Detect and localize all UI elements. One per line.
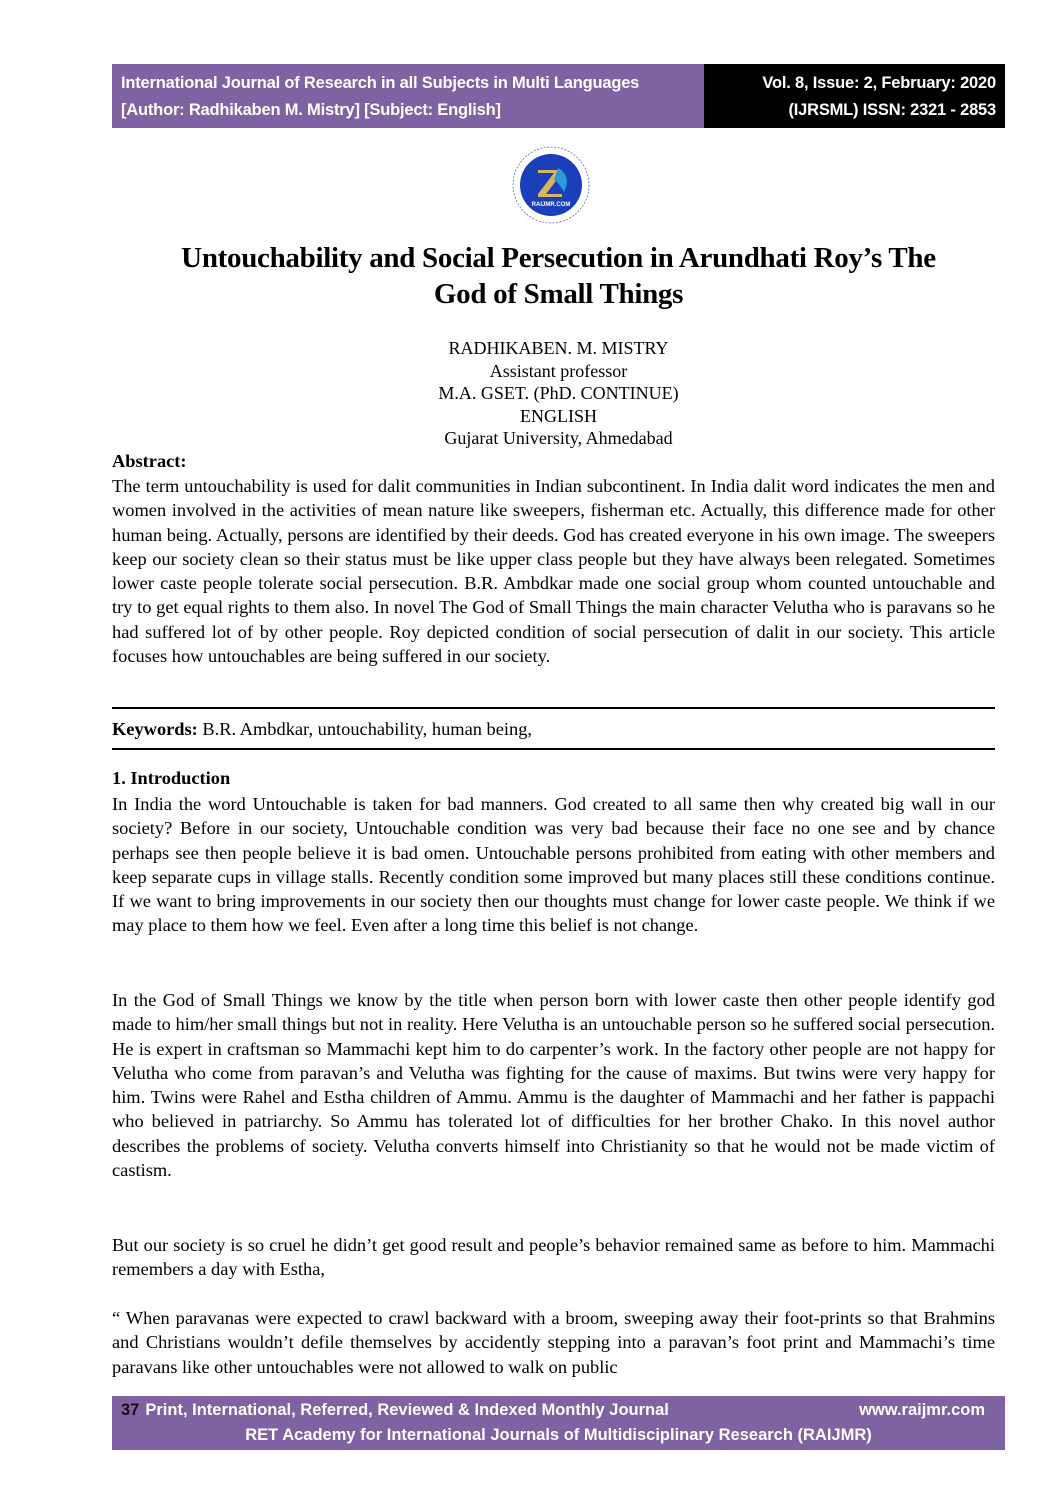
- author-qualification: M.A. GSET. (PhD. CONTINUE): [438, 383, 679, 403]
- author-block: [112, 337, 1005, 450]
- keywords-text: B.R. Ambdkar, untouchability, human being,: [197, 719, 532, 739]
- journal-header: [112, 64, 1005, 128]
- author-department: ENGLISH: [520, 405, 597, 426]
- footer-publisher: RET Academy for International Journals of Multidisciplinary Research (RAIJMR): [245, 1426, 872, 1444]
- journal-header-right: [704, 64, 1005, 128]
- intro-paragraph-1: In India the word Untouchable is taken for bad manners. God created to all same then why created big wall in our society? Before in our society, Untouchable condition was very bad because their face no one see and by chance perhaps see then people believe it is bad omen. Untouchable persons prohibited from eating with other members and keep separate cups in village stalls. Recently condition some improved but many places still these conditions continue. If we want to bring improvements in our society then our thoughts must change for lower caste people. We think if we may place to them how we feel. Even after a long time this belief is not change.: [112, 794, 995, 936]
- journal-name: International Journal of Research in all Subjects in Multi Languages: [121, 74, 640, 92]
- footer-website-link[interactable]: www.raijmr.com: [859, 1401, 985, 1419]
- page-number: 37: [121, 1401, 140, 1419]
- author-affiliation: Gujarat University, Ahmedabad: [444, 428, 673, 448]
- raijmr-logo-icon: [506, 140, 596, 230]
- intro-quote: “ When paravanas were expected to crawl backward with a broom, sweeping away their foot-prints so that Brahmins and Christians wouldn’t defile themselves by accidently stepping into a paravan’s foot print and Mammachi’s time paravans like other untouchables were not allowed to walk on public: [112, 1308, 995, 1377]
- keywords: [112, 719, 532, 740]
- introduction-heading: 1. Introduction: [112, 768, 231, 788]
- intro-paragraph-3: But our society is so cruel he didn’t get good result and people’s behavior remained same as before to him. Mammachi remembers a day with Estha,: [112, 1235, 995, 1280]
- author-position: Assistant professor: [489, 360, 628, 381]
- abstract-heading: Abstract:: [112, 451, 187, 471]
- keywords-label: Keywords:: [112, 719, 198, 739]
- title-line-1: Untouchability and Social Persecution in Arundhati Roy’s The: [181, 242, 936, 274]
- journal-footer: [112, 1396, 1005, 1450]
- volume-issue: Vol. 8, Issue: 2, February: 2020: [762, 74, 996, 92]
- footer-description: Print, International, Referred, Reviewed & Indexed Monthly Journal: [145, 1401, 669, 1419]
- divider-bottom: [112, 748, 995, 750]
- footer-description-wrap: [121, 1398, 669, 1423]
- title-line-2: God of Small Things: [433, 278, 684, 310]
- issn: (IJRSML) ISSN: 2321 - 2853: [788, 101, 996, 119]
- author-subject: [Author: Radhikaben M. Mistry] [Subject: English]: [121, 101, 501, 119]
- svg-text:RAIJMR.COM: RAIJMR.COM: [531, 202, 571, 208]
- intro-paragraph-2: In the God of Small Things we know by the title when person born with lower caste then other people identify god made to him/her small things but not in reality. Here Velutha is an untouchable person so he suffered social persecution. He is expert in craftsman so Mammachi kept him to do carpenter’s work. In the factory other people are not happy for Velutha who come from paravan’s and Velutha was fighting for the cause of maxims. But twins were very happy for him. Twins were Rahel and Estha children of Ammu. Ammu is the daughter of Mammachi and her father is pappachi who believed in patriarchy. So Ammu has tolerated lot of difficulties for her brother Chako. In this novel author describes the problems of society. Velutha converts himself into Christianity so that he would not be made victim of castism.: [112, 990, 995, 1181]
- paper-title: [112, 240, 1005, 312]
- divider-top: [112, 707, 995, 709]
- journal-header-left: [112, 64, 704, 128]
- author-name: RADHIKABEN. M. MISTRY: [448, 338, 669, 358]
- abstract-text: The term untouchability is used for dalit communities in Indian subcontinent. In India dalit word indicates the men and women involved in the activities of mean nature like sweepers, fisherman etc. Actually, this difference made for other human being. Actually, persons are identified by their deeds. God has created everyone in his own image. The sweepers keep our society clean so their status must be like upper class people but they have always been relegated. Sometimes lower caste people tolerate social persecution. B.R. Ambdkar made one social group whom counted untouchable and try to get equal rights to them also. In novel The God of Small Things the main character Velutha who is paravans so he had suffered lot of by other people. Roy depicted condition of social persecution of dalit in our society. This article focuses how untouchables are being suffered in our society.: [112, 476, 995, 667]
